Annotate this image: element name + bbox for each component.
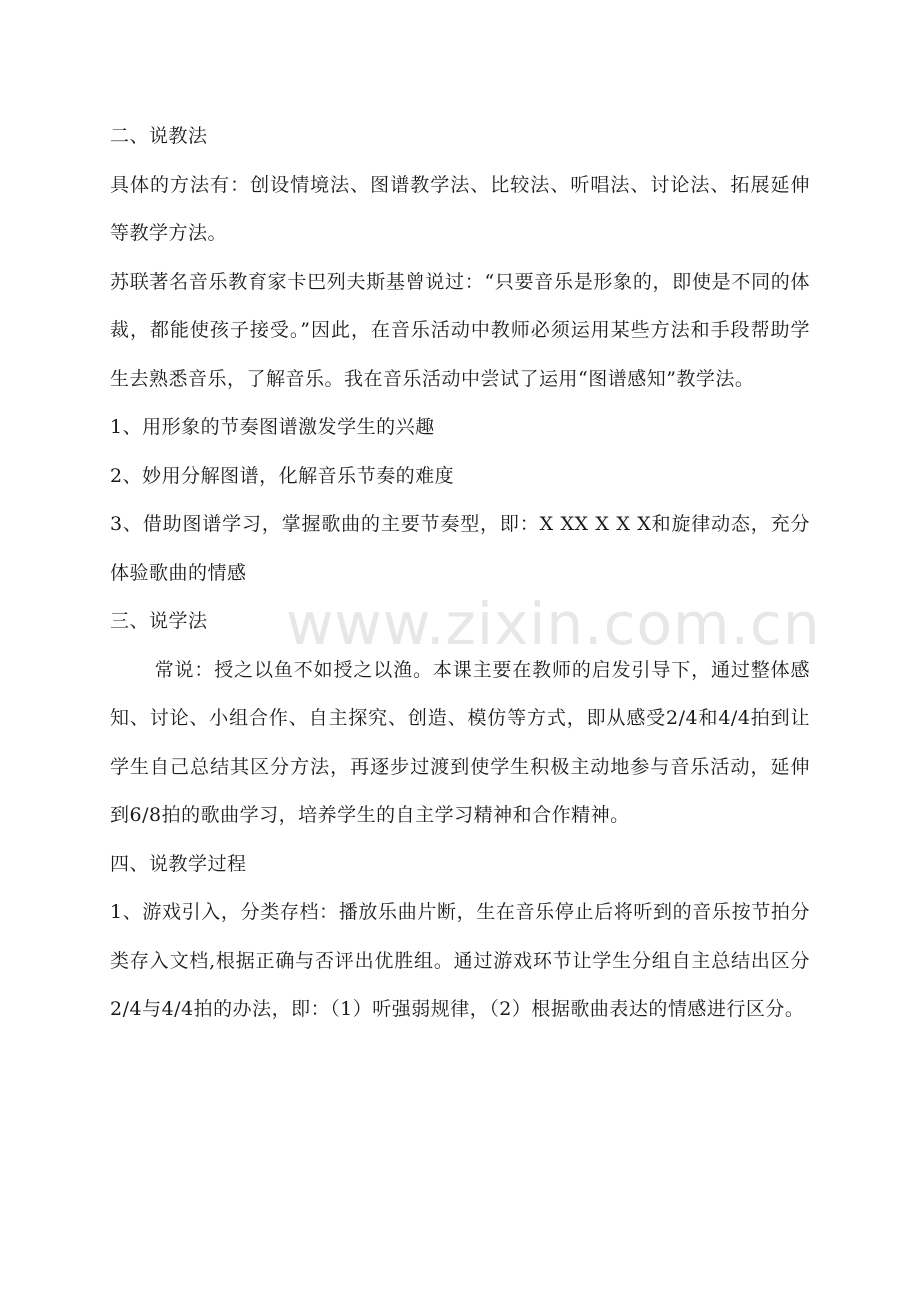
point-3: 3、借助图谱学习，掌握歌曲的主要节奏型，即：X XX X X X和旋律动态，充分体验歌曲的情感 [110,513,810,584]
teaching-process-paragraph: 1、游戏引入，分类存档：播放乐曲片断，生在音乐停止后将听到的音乐按节拍分类存入文档,根据正确与否评出优胜组。通过游戏环节让学生分组自主总结出区分2/4与4/4拍的办法，即：（1）听强弱规律，（2）根据歌曲表达的情感进行区分。 [110,901,810,1020]
section-heading-teaching-methods: 二、说教法 [110,125,208,147]
methods-list-paragraph: 具体的方法有：创设情境法、图谱教学法、比较法、听唱法、讨论法、拓展延伸等教学方法。 [110,173,810,244]
section-heading-teaching-process: 四、说教学过程 [110,852,247,875]
watermark: www.zixin.com.cn [286,590,821,658]
learning-methods-paragraph: 常说：授之以鱼不如授之以渔。本课主要在教师的启发引导下，通过整体感知、讨论、小组合作、自主探究、创造、模仿等方式，即从感受2/4和4/4拍到让学生自己总结其区分方法，再逐步过渡到使学生积极主动地参与音乐活动，延伸到6/8拍的歌曲学习，培养学生的自主学习精神和合作精神。 [110,658,810,826]
document-body [110,112,810,1034]
point-1: 1、用形象的节奏图谱激发学生的兴趣 [110,416,435,438]
point-2: 2、妙用分解图谱，化解音乐节奏的难度 [110,464,455,487]
quote-paragraph: 苏联著名音乐教育家卡巴列夫斯基曾说过：“只要音乐是形象的，即使是不同的体裁，都能使孩子接受。”因此，在音乐活动中教师必须运用某些方法和手段帮助学生去熟悉音乐，了解音乐。我在音乐活动中尝试了运用“图谱感知”教学法。 [110,270,810,390]
section-heading-learning-methods: 三、说学法 [110,610,208,632]
